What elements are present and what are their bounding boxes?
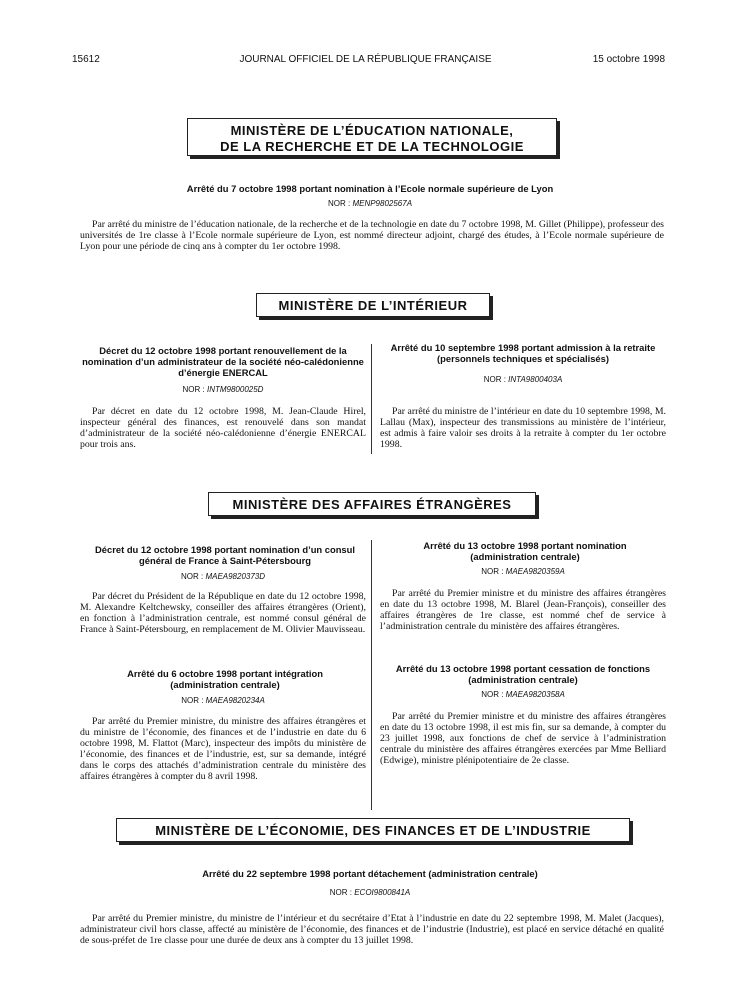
nor-label: NOR : xyxy=(182,385,205,394)
arrete-title: Arrêté du 22 septembre 1998 portant détachement (administration centrale) xyxy=(202,868,538,879)
nor-label: NOR : xyxy=(181,696,204,705)
ministry-box-economie xyxy=(116,818,630,842)
nor-reference xyxy=(80,385,366,394)
arrete-title: Arrêté du 10 septembre 1998 portant admission à la retraite (personnels techniques et spécialisés) xyxy=(390,342,656,364)
nor-reference xyxy=(80,199,660,208)
nor-reference xyxy=(380,567,666,576)
nor-code: ECOI9800841A xyxy=(354,888,411,897)
arrete-title: Arrêté du 7 octobre 1998 portant nomination à l’Ecole normale supérieure de Lyon xyxy=(186,183,554,194)
nor-code: MAEA9820359A xyxy=(505,567,565,576)
ministry-title-line2: DE LA RECHERCHE ET DE LA TECHNOLOGIE xyxy=(220,139,524,154)
nor-label: NOR : xyxy=(327,199,351,208)
ministry-box-interieur xyxy=(256,293,490,317)
journal-title: JOURNAL OFFICIEL DE LA RÉPUBLIQUE FRANÇAISE xyxy=(239,54,492,65)
ministry-box-education xyxy=(187,118,557,156)
nor-label: NOR : xyxy=(180,572,204,581)
arrete-text: Par arrêté du Premier ministre, du ministre des affaires étrangères et du ministre de l’économie, des finances et de l’industrie en date du 6 octobre 1998, M. Flattot (Marc), inspecteur des impôts du ministère de l’économie, des finances et de l’industrie, est, sur sa demande, intégré dans le corps des attachés d’administration centrale du ministère des affaires étrangères à compter du 8 avril 1998. xyxy=(80,716,366,782)
ministry-box-affaires-etrangeres xyxy=(208,492,536,516)
arrete-title: Arrêté du 6 octobre 1998 portant intégration (administration centrale) xyxy=(127,668,323,690)
nor-reference xyxy=(380,690,666,699)
nor-reference xyxy=(80,696,366,705)
column-divider xyxy=(371,344,372,454)
arrete-text: Par arrêté du Premier ministre et du ministre des affaires étrangères en date du 13 octobre 1998, M. Blarel (Jean-François), conseiller des affaires étrangères de 1re classe, est nommé chef de service à l’administration centrale du ministère des affaires étrangères. xyxy=(380,588,666,632)
page-number: 15612 xyxy=(72,54,100,65)
ministry-title: MINISTÈRE DES AFFAIRES ÉTRANGÈRES xyxy=(232,497,512,512)
arrete-text: Par arrêté du Premier ministre et du ministre des affaires étrangères en date du 13 octobre 1998, il est mis fin, sur sa demande, à compter du 23 juillet 1998, aux fonctions de chef de service à l’administration centrale du ministère des affaires étrangères exercées par Mme Belliard (Edwige), ministre plénipotentiaire de 2e classe. xyxy=(380,711,666,766)
ministry-title-line1: MINISTÈRE DE L’ÉDUCATION NATIONALE, xyxy=(230,123,514,138)
nor-code: MAEA9820234A xyxy=(205,696,265,705)
decret-text: Par décret du Président de la République en date du 12 octobre 1998, M. Alexandre Keltchewsky, conseiller des affaires étrangères (Orient), en fonction à l’administration centrale, est nommé consul général de France à Saint-Pétersbourg, en remplacement de M. Olivier Mauvisseau. xyxy=(80,591,366,635)
nor-label: NOR : xyxy=(483,375,506,384)
nor-reference xyxy=(80,572,366,581)
nor-code: MENP9802567A xyxy=(352,199,413,208)
nor-code: INTM9800025D xyxy=(206,385,264,394)
arrete-title: Arrêté du 13 octobre 1998 portant nomination (administration centrale) xyxy=(423,540,627,562)
arrete-text: Par arrêté du ministre de l’éducation nationale, de la recherche et de la technologie en date du 7 octobre 1998, M. Gillet (Philippe), professeur des universités de 1re classe à l’Ecole normale supérieure de Lyon, est nommé directeur adjoint, chargé des études, à l’Ecole normale supérieure de Lyon pour une période de cinq ans à compter du 1er octobre 1998. xyxy=(80,219,664,252)
ministry-title: MINISTÈRE DE L’INTÉRIEUR xyxy=(278,298,468,313)
issue-date: 15 octobre 1998 xyxy=(592,54,665,65)
arrete-title: Arrêté du 13 octobre 1998 portant cessation de fonctions (administration centrale) xyxy=(395,663,651,685)
decret-title: Décret du 12 octobre 1998 portant renouvellement de la nomination d’un administrateur de la société néo-calédonienne d’énergie ENERCAL xyxy=(82,345,364,378)
nor-label: NOR : xyxy=(481,690,504,699)
nor-code: MAEA9820373D xyxy=(205,572,266,581)
arrete-text: Par arrêté du Premier ministre, du ministre de l’intérieur et du secrétaire d’Etat à l’industrie en date du 22 septembre 1998, M. Malet (Jacques), administrateur civil hors classe, affecté au ministère de l’économie, des finances et de l’industrie (Industrie), est placé en service détaché en qualité de sous-préfet de 1re classe pour une durée de deux ans à compter du 13 juillet 1998. xyxy=(80,913,664,946)
nor-reference xyxy=(380,375,666,384)
nor-reference xyxy=(80,888,660,897)
decret-text: Par décret en date du 12 octobre 1998, M. Jean-Claude Hirel, inspecteur général des finances, est renouvelé dans son mandat d’administrateur de la société néo-calédonienne d’énergie ENERCAL pour trois ans. xyxy=(80,406,366,450)
nor-label: NOR : xyxy=(481,567,504,576)
nor-code: MAEA9820358A xyxy=(505,690,565,699)
ministry-title: MINISTÈRE DE L’ÉCONOMIE, DES FINANCES ET DE L’INDUSTRIE xyxy=(155,823,591,838)
nor-label: NOR : xyxy=(329,888,352,897)
decret-title: Décret du 12 octobre 1998 portant nomination d’un consul général de France à Saint-Pétersbourg xyxy=(95,544,355,566)
arrete-text: Par arrêté du ministre de l’intérieur en date du 10 septembre 1998, M. Lallau (Max), inspecteur des transmissions au ministère de l’intérieur, est admis à faire valoir ses droits à la retraite à compter du 1er octobre 1998. xyxy=(380,406,666,450)
nor-code: INTA9800403A xyxy=(508,375,563,384)
column-divider xyxy=(371,540,372,810)
